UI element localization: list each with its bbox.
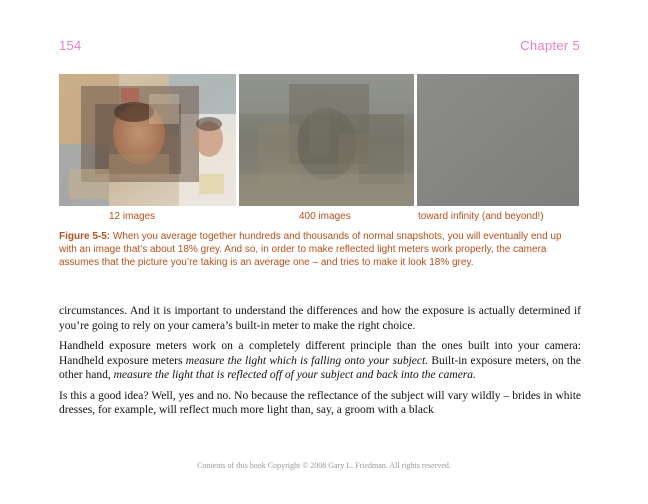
averaged-400-images [239, 74, 414, 206]
averaged-12-images [59, 74, 236, 206]
figure-caption [59, 230, 581, 269]
figure-label: Figure 5-5: [59, 231, 111, 242]
paragraph-2-text-a: Handheld exposure meters work on a completely different principle than the ones built into your camera: Handheld exposure meters [59, 340, 581, 367]
paragraph-2-emphasis-2: measure the light that is reflected off of your subject and back into the camera. [113, 369, 476, 381]
caption-infinity: toward infinity (and beyond!) [418, 211, 544, 222]
paragraph-2-text-b: Built-in exposure meters, on the other hand, [59, 354, 581, 381]
page-number: 154 [59, 38, 82, 53]
paragraph-3: Is this a good idea? Well, yes and no. No because the reflectance of the subject will vary wildly – brides in white dresses, for example, will reflect much more light than, say, a groom with a black [59, 389, 581, 416]
averaged-infinity-grey [417, 74, 579, 206]
panel-captions [59, 211, 580, 225]
paragraph-2 [59, 339, 581, 383]
copyright-notice: Contents of this book Copyright © 2008 Gary L. Friedman. All rights reserved. [197, 461, 451, 470]
figure-caption-text: When you average together hundreds and thousands of normal snapshots, you will eventually end up with an image that’s about 18% grey. And so, in order to make reflected light meters work properly, the camera assumes that the picture you’re taking is an average one – and tries to make it look 18% grey. [59, 231, 562, 268]
caption-12-images: 12 images [109, 211, 156, 222]
paragraph-1: circumstances. And it is important to understand the differences and how the exposure is actually determined if you’re going to rely on your camera’s built-in meter to make the right choice. [59, 305, 581, 332]
body-text [59, 304, 581, 424]
caption-400-images: 400 images [299, 211, 351, 222]
paragraph-2-emphasis-1: measure the light which is falling onto your subject. [185, 354, 429, 367]
figure-5-5 [59, 74, 580, 206]
chapter-label: Chapter 5 [520, 38, 580, 53]
